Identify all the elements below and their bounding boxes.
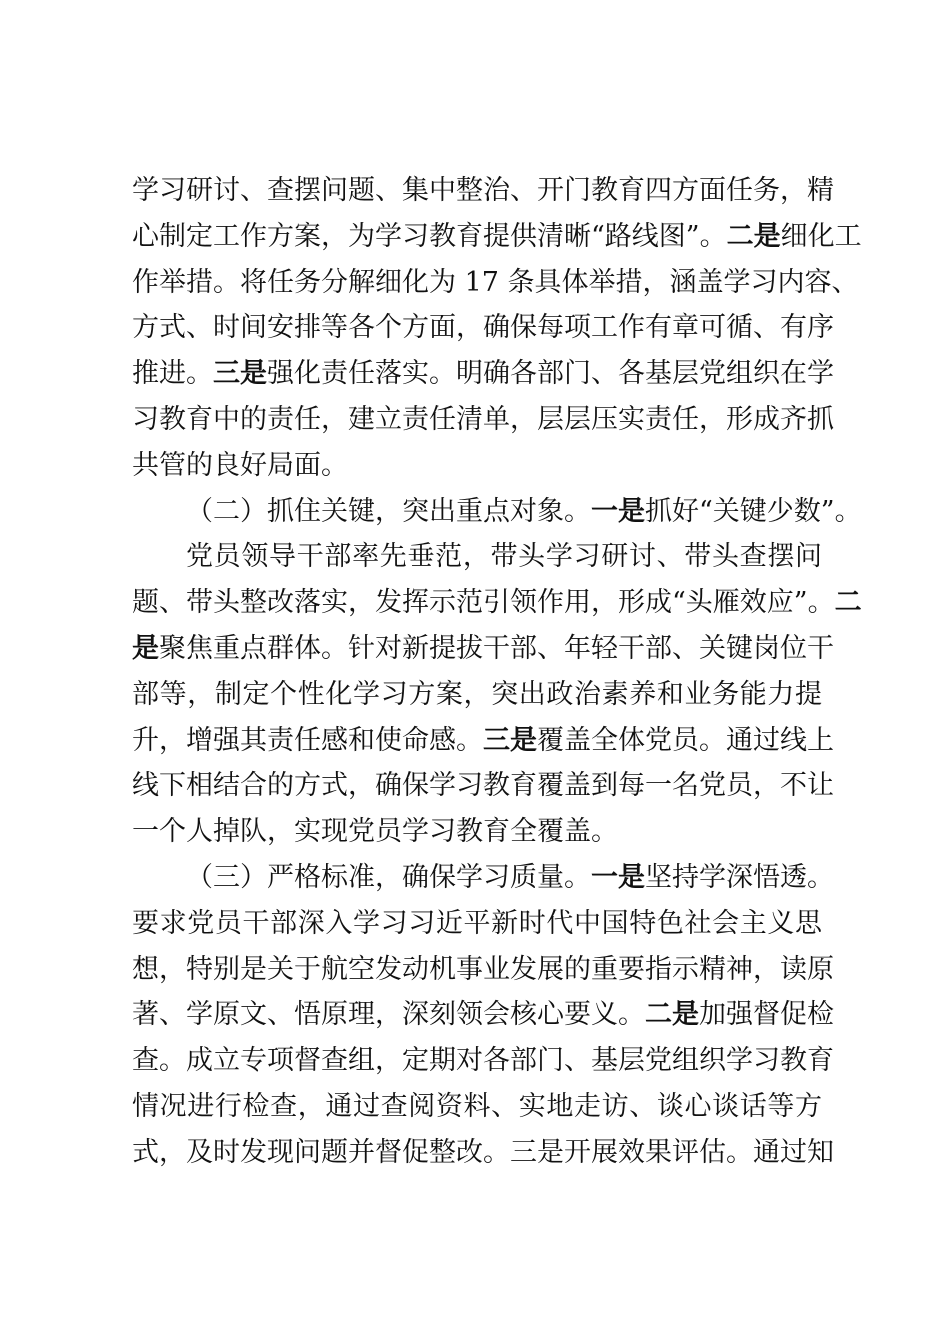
text-run: 推进。 bbox=[132, 358, 213, 390]
bold-run: 三是 bbox=[483, 724, 537, 756]
bold-run: 二是 bbox=[645, 999, 699, 1031]
document-body bbox=[132, 168, 862, 1176]
text-line bbox=[132, 1084, 822, 1130]
text-run: 式，及时发现问题并督促整改。三是开展效果评估。通过知 bbox=[132, 1136, 834, 1168]
text-run: 习教育中的责任，建立责任清单，层层压实责任，形成齐抓 bbox=[132, 403, 834, 435]
text-run: 覆盖全体党员。通过线上 bbox=[537, 724, 834, 756]
text-run: 坚持学深悟透。 bbox=[645, 861, 834, 893]
text-line bbox=[132, 260, 859, 306]
text-run: 线下相结合的方式，确保学习教育覆盖到每一名党员，不让 bbox=[132, 770, 834, 802]
text-line bbox=[132, 992, 834, 1038]
text-line bbox=[132, 718, 834, 764]
text-line bbox=[132, 672, 822, 718]
text-line bbox=[132, 305, 834, 351]
text-run: 部等，制定个性化学习方案，突出政治素养和业务能力提 bbox=[132, 678, 822, 710]
text-line bbox=[132, 1038, 834, 1084]
text-line bbox=[132, 351, 834, 397]
text-line bbox=[132, 443, 822, 489]
bold-run: 一是 bbox=[591, 861, 645, 893]
text-run: 抓好“关键少数”。 bbox=[645, 495, 862, 527]
text-line bbox=[132, 397, 834, 443]
text-run: 情况进行检查，通过查阅资料、实地走访、谈心谈话等方 bbox=[132, 1090, 822, 1122]
text-line bbox=[132, 214, 862, 260]
text-run: （三）严格标准，确保学习质量。 bbox=[186, 861, 591, 893]
text-run: 作举措。将任务分解细化为 17 条具体举措，涵盖学习内容、 bbox=[132, 266, 859, 298]
text-run: 一个人掉队，实现党员学习教育全覆盖。 bbox=[132, 816, 618, 848]
text-run: 共管的良好局面。 bbox=[132, 449, 348, 481]
bold-run: 二是 bbox=[726, 220, 781, 252]
text-run: 著、学原文、悟原理，深刻领会核心要义。 bbox=[132, 999, 645, 1031]
text-run: 题、带头整改落实，发挥示范引领作用，形成“头雁效应”。 bbox=[132, 587, 835, 619]
bold-run: 三是 bbox=[213, 358, 267, 390]
bold-run: 一是 bbox=[591, 495, 645, 527]
text-run: 查。成立专项督查组，定期对各部门、基层党组织学习教育 bbox=[132, 1045, 834, 1077]
text-run: 要求党员干部深入学习习近平新时代中国特色社会主义思 bbox=[132, 907, 822, 939]
text-line bbox=[132, 1130, 834, 1176]
text-run: 学习研讨、查摆问题、集中整治、开门教育四方面任务，精 bbox=[132, 175, 834, 206]
text-line bbox=[132, 168, 834, 214]
bold-run: 是 bbox=[132, 632, 159, 664]
text-run: 心制定工作方案，为学习教育提供清晰“路线图”。 bbox=[132, 220, 727, 252]
text-run: 想，特别是关于航空发动机事业发展的重要指示精神，读原 bbox=[132, 953, 834, 985]
text-run: （二）抓住关键，突出重点对象。 bbox=[186, 495, 591, 527]
text-line bbox=[132, 947, 834, 993]
text-line bbox=[132, 809, 822, 855]
section-heading bbox=[132, 489, 862, 535]
text-line bbox=[132, 580, 862, 626]
text-run: 党员领导干部率先垂范，带头学习研讨、带头查摆问 bbox=[186, 541, 822, 573]
text-line bbox=[132, 901, 822, 947]
text-run: 升，增强其责任感和使命感。 bbox=[132, 724, 483, 756]
text-line bbox=[132, 763, 834, 809]
text-line bbox=[132, 626, 834, 672]
text-line bbox=[132, 534, 822, 580]
text-run: 细化工 bbox=[780, 220, 862, 252]
section-heading bbox=[132, 855, 834, 901]
text-run: 聚焦重点群体。针对新提拔干部、年轻干部、关键岗位干 bbox=[159, 632, 834, 664]
text-run: 方式、时间安排等各个方面，确保每项工作有章可循、有序 bbox=[132, 312, 834, 344]
bold-run: 二 bbox=[834, 587, 862, 619]
text-run: 加强督促检 bbox=[699, 999, 834, 1031]
text-run: 强化责任落实。明确各部门、各基层党组织在学 bbox=[267, 358, 834, 390]
